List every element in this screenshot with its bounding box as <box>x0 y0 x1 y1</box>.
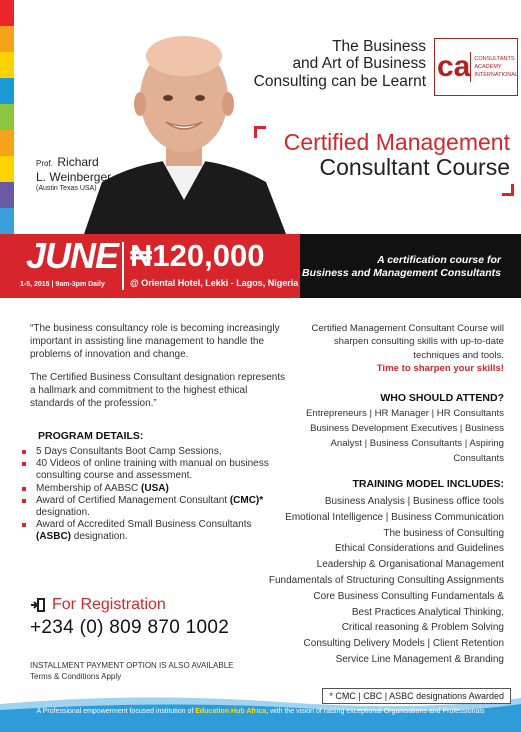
training-line: Best Practices Analytical Thinking, <box>351 606 504 618</box>
program-heading: PROGRAM DETAILS: <box>38 430 144 442</box>
logo-word-1: CONSULTANTS <box>474 55 515 62</box>
tagline <box>246 38 426 90</box>
footer-text <box>0 708 521 715</box>
hero-section <box>14 0 521 234</box>
certification-line <box>302 254 501 279</box>
certification-line-1: A certification course for <box>377 254 501 266</box>
registration-label: For Registration <box>52 596 166 613</box>
event-price: ₦120,000 <box>130 238 265 273</box>
footer-post: , with the vision of raising exceptional Organisations and Professionals <box>266 708 485 715</box>
tagline-line-1: The Business <box>332 38 426 55</box>
color-stripe <box>0 0 14 234</box>
stripe-blue <box>0 78 14 104</box>
list-item <box>22 458 282 482</box>
speaker-location: (Austin Texas USA) <box>36 185 97 193</box>
program-item-bold: (ASBC) <box>36 531 71 543</box>
training-lines <box>244 494 504 668</box>
logo-word-2: ACADEMY <box>474 63 502 70</box>
course-intro <box>306 322 504 376</box>
training-line: Leadership & Organisational Management <box>316 559 504 571</box>
academy-logo <box>434 38 518 96</box>
footer-brand: Education Hub Africa <box>195 708 267 715</box>
title-bracket-bottom-right <box>502 184 514 196</box>
program-item-bold: (USA) <box>141 482 169 494</box>
training-line: The business of Consulting <box>383 527 504 539</box>
course-title-line-1: Certified Management <box>283 129 510 155</box>
event-month: JUNE <box>26 235 119 276</box>
event-divider <box>122 242 124 290</box>
tagline-line-3: Consulting can be Learnt <box>253 72 426 90</box>
stripe-purple <box>0 182 14 208</box>
registration-heading <box>30 596 290 614</box>
designations-badge: * CMC | CBC | ASBC designations Awarded <box>322 688 511 704</box>
speaker-last-name: L. Weinberger <box>36 169 112 184</box>
course-title <box>250 130 510 181</box>
door-enter-icon <box>30 597 46 613</box>
program-item-after: designation. <box>36 506 90 518</box>
training-line: Emotional Intelligence | Business Communication <box>285 511 504 523</box>
list-item <box>22 495 282 519</box>
training-line: Consulting Delivery Models | Client Retention <box>303 638 504 650</box>
quote-paragraph-2: The Certified Business Consultant designation represents a hallmark and commitment to the highest ethical standards of the profession.” <box>30 372 286 409</box>
program-item-text: Award of Accredited Small Business Consultants <box>36 519 252 531</box>
program-list <box>22 446 282 544</box>
quote-block <box>30 322 292 420</box>
program-item-after: designation. <box>71 531 128 543</box>
stripe-yellow-2 <box>0 156 14 182</box>
list-item <box>22 483 282 495</box>
stripe-orange <box>0 26 14 52</box>
certification-line-2: Business and Management Consultants <box>302 266 501 279</box>
sharpen-skills-text: Time to sharpen your skills! <box>376 363 504 375</box>
event-bar-black <box>300 234 521 298</box>
list-item <box>22 446 282 458</box>
who-body: Entrepreneurs | HR Manager | HR Consultants Business Development Executives | Business Analyst | Business Consultants | Aspiring Consultants <box>305 408 504 464</box>
stripe-red <box>0 0 14 26</box>
course-intro-text: Certified Management Consultant Course will sharpen consulting skills with up-to-date techniques and tools. <box>311 323 504 361</box>
training-line: Core Business Consulting Fundamentals & <box>313 590 504 602</box>
event-venue: @ Oriental Hotel, Lekki - Lagos, Nigeria <box>130 278 299 288</box>
training-line: Ethical Considerations and Guidelines <box>335 543 504 555</box>
stripe-green <box>0 104 14 130</box>
tagline-line-2: and Art of Business <box>292 55 426 73</box>
event-bar <box>0 234 521 298</box>
speaker-label <box>36 154 111 193</box>
program-item-text: Membership of AABSC <box>36 482 142 494</box>
speaker-first-name: Richard <box>57 155 99 169</box>
event-bar-red <box>0 234 300 298</box>
registration-phone[interactable]: +234 (0) 809 870 1002 <box>30 617 230 638</box>
list-item <box>22 519 282 543</box>
installment-line-2: Terms & Conditions Apply <box>30 672 122 682</box>
training-line: Business Analysis | Business office tools <box>324 496 504 507</box>
training-line: Service Line Management & Branding <box>335 653 504 665</box>
event-dates: 1-5, 2015 | 9am-3pm Daily <box>20 281 105 288</box>
logo-words <box>471 55 518 80</box>
stripe-orange-2 <box>0 130 14 156</box>
stripe-blue-2 <box>0 208 14 234</box>
training-heading: TRAINING MODEL INCLUDES: <box>352 478 504 490</box>
program-item-text: 5 Days Consultants Boot Camp Sessions, <box>36 446 222 457</box>
stripe-yellow <box>0 52 14 78</box>
course-title-line-2: Consultant Course <box>319 154 510 181</box>
program-item-text: 40 Videos of online training with manual on business consulting course and assessment. <box>36 458 269 482</box>
registration-block <box>30 596 290 639</box>
logo-mark: ca <box>437 50 471 83</box>
training-line: Critical reasoning & Problem Solving <box>341 622 504 634</box>
footer-pre: A Professional empowerment focused institution of <box>36 708 196 715</box>
installment-note <box>30 660 233 682</box>
program-details <box>22 430 282 544</box>
speaker-prefix: Prof. <box>36 159 53 168</box>
program-item-text: Award of Certified Management Consultant <box>36 494 230 506</box>
training-model <box>244 478 504 668</box>
who-should-attend <box>296 392 504 466</box>
quote-paragraph-1: “The business consultancy role is becoming increasingly important in assisting line management to handle the problems of innovation and change. <box>30 323 280 360</box>
program-item-bold: (CMC)* <box>229 494 264 506</box>
training-line: Fundamentals of Structuring Consulting Assignments <box>268 574 504 586</box>
installment-line-1: INSTALLMENT PAYMENT OPTION IS ALSO AVAILABLE <box>30 661 234 670</box>
logo-word-3: INTERNATIONAL <box>474 72 518 79</box>
who-heading: WHO SHOULD ATTEND? <box>380 392 504 404</box>
